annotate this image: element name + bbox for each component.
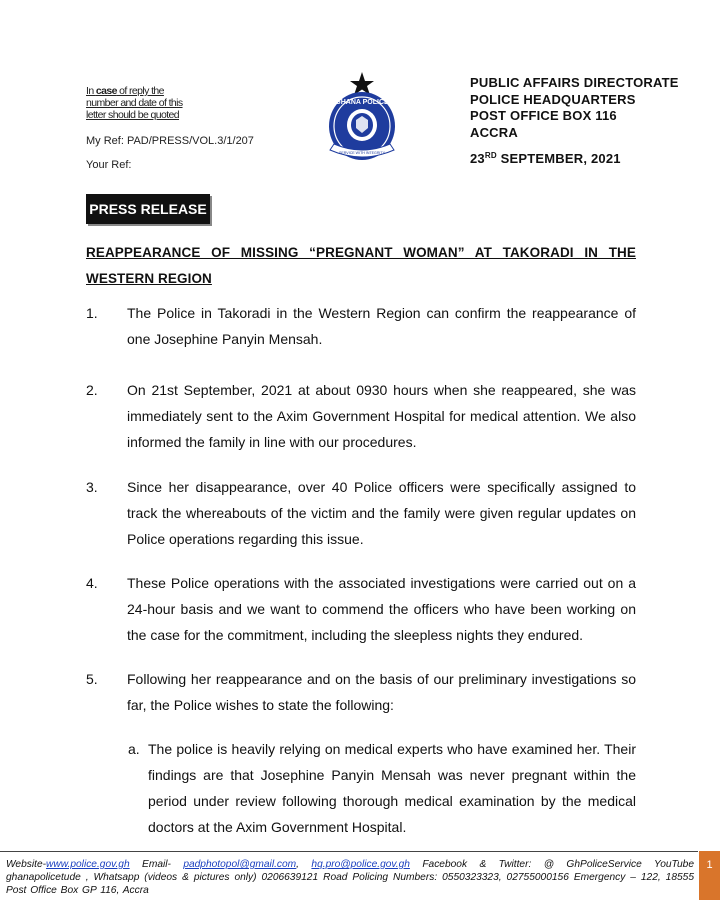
address-line: PUBLIC AFFAIRS DIRECTORATE xyxy=(470,75,679,90)
footer-email-label: Email- xyxy=(129,859,184,870)
date-suffix: RD xyxy=(484,151,497,160)
paragraph-text: Since her disappearance, over 40 Police officers were specifically assigned to track the whereabouts of the victim and the family were given regular updates on Police operations regarding this issue. xyxy=(127,479,636,547)
paragraph-number: 3. xyxy=(86,479,98,495)
reply-note-suffix: of reply the xyxy=(116,85,164,97)
page-number-tab: 1 xyxy=(699,851,720,900)
paragraph-number: 2. xyxy=(86,382,98,398)
reply-note-line3: letter should be quoted xyxy=(86,109,180,121)
footer-email-link-1[interactable]: padphotopol@gmail.com xyxy=(183,859,297,870)
footer-website-link[interactable]: www.police.gov.gh xyxy=(46,859,130,870)
release-headline: REAPPEARANCE OF MISSING “PREGNANT WOMAN” AT TAKORADI IN THE WESTERN REGION xyxy=(86,245,636,286)
footer-separator: , xyxy=(296,859,312,870)
paragraph-1 xyxy=(86,300,636,352)
paragraph-text: On 21st September, 2021 at about 0930 hours when she reappeared, she was immediately sent to the Axim Government Hospital for medical attention. We also informed the family in line with our procedures. xyxy=(127,382,636,450)
paragraph-text: Following her reappearance and on the basis of our preliminary investigations so far, the Police wishes to state the following: xyxy=(127,671,636,713)
subpoint-text: The police is heavily relying on medical experts who have examined her. Their findings are that Josephine Panyin Mensah was never pregnant within the period under review following thorough medical examination by the medical doctors at the Axim Government Hospital. xyxy=(148,741,636,835)
release-date xyxy=(470,151,621,166)
paragraph-text: These Police operations with the associated investigations were carried out on a 24-hour basis and we want to commend the officers who have been working on the case for the commitment, including the sleepless nights they endured. xyxy=(127,575,636,643)
address-line: POLICE HEADQUARTERS xyxy=(470,91,636,107)
press-release-badge: PRESS RELEASE xyxy=(86,194,210,224)
your-reference: Your Ref: xyxy=(86,159,132,171)
footer-contact-details: Facebook & Twitter: @ GhPoliceService YouTube ghanapolicetude , Whatsapp (videos & pictures only) 0206639121 Road Policing Numbers: 0550323323, 02755000156 Emergency – 122, 18555 Post Office Box GP 116, Accra xyxy=(6,859,694,896)
crest-bottom-text: SERVICE WITH INTEGRITY xyxy=(338,151,386,155)
reply-note-bold: case xyxy=(95,85,117,97)
ghana-police-crest-icon xyxy=(316,70,408,166)
directorate-address xyxy=(470,75,679,141)
paragraph-4 xyxy=(86,570,636,648)
date-day: 23 xyxy=(470,151,485,166)
subpoint-letter: a. xyxy=(128,741,140,757)
reply-instruction xyxy=(86,85,183,121)
footer-divider xyxy=(0,851,698,852)
paragraph-number: 4. xyxy=(86,575,98,591)
reply-note-line2: number and date of this xyxy=(86,97,183,109)
subpoint-a xyxy=(128,736,636,840)
address-line: POST OFFICE BOX 116 xyxy=(470,108,617,123)
date-month-year: SEPTEMBER, 2021 xyxy=(496,151,621,166)
paragraph-text: The Police in Takoradi in the Western Region can confirm the reappearance of one Josephine Panyin Mensah. xyxy=(127,305,636,347)
paragraph-number: 5. xyxy=(86,671,98,687)
footer-website-label: Website- xyxy=(6,859,47,870)
paragraph-number: 1. xyxy=(86,305,98,321)
crest-top-text: GHANA POLICE xyxy=(335,99,389,106)
paragraph-3 xyxy=(86,474,636,552)
footer-email-link-2[interactable]: hq.pro@police.gov.gh xyxy=(311,859,410,870)
paragraph-2 xyxy=(86,377,636,455)
paragraph-5 xyxy=(86,666,636,718)
address-line: ACCRA xyxy=(470,124,518,140)
contact-footer xyxy=(6,858,694,897)
reply-note-prefix: In xyxy=(86,85,96,97)
my-reference: My Ref: PAD/PRESS/VOL.3/1/207 xyxy=(86,135,254,147)
